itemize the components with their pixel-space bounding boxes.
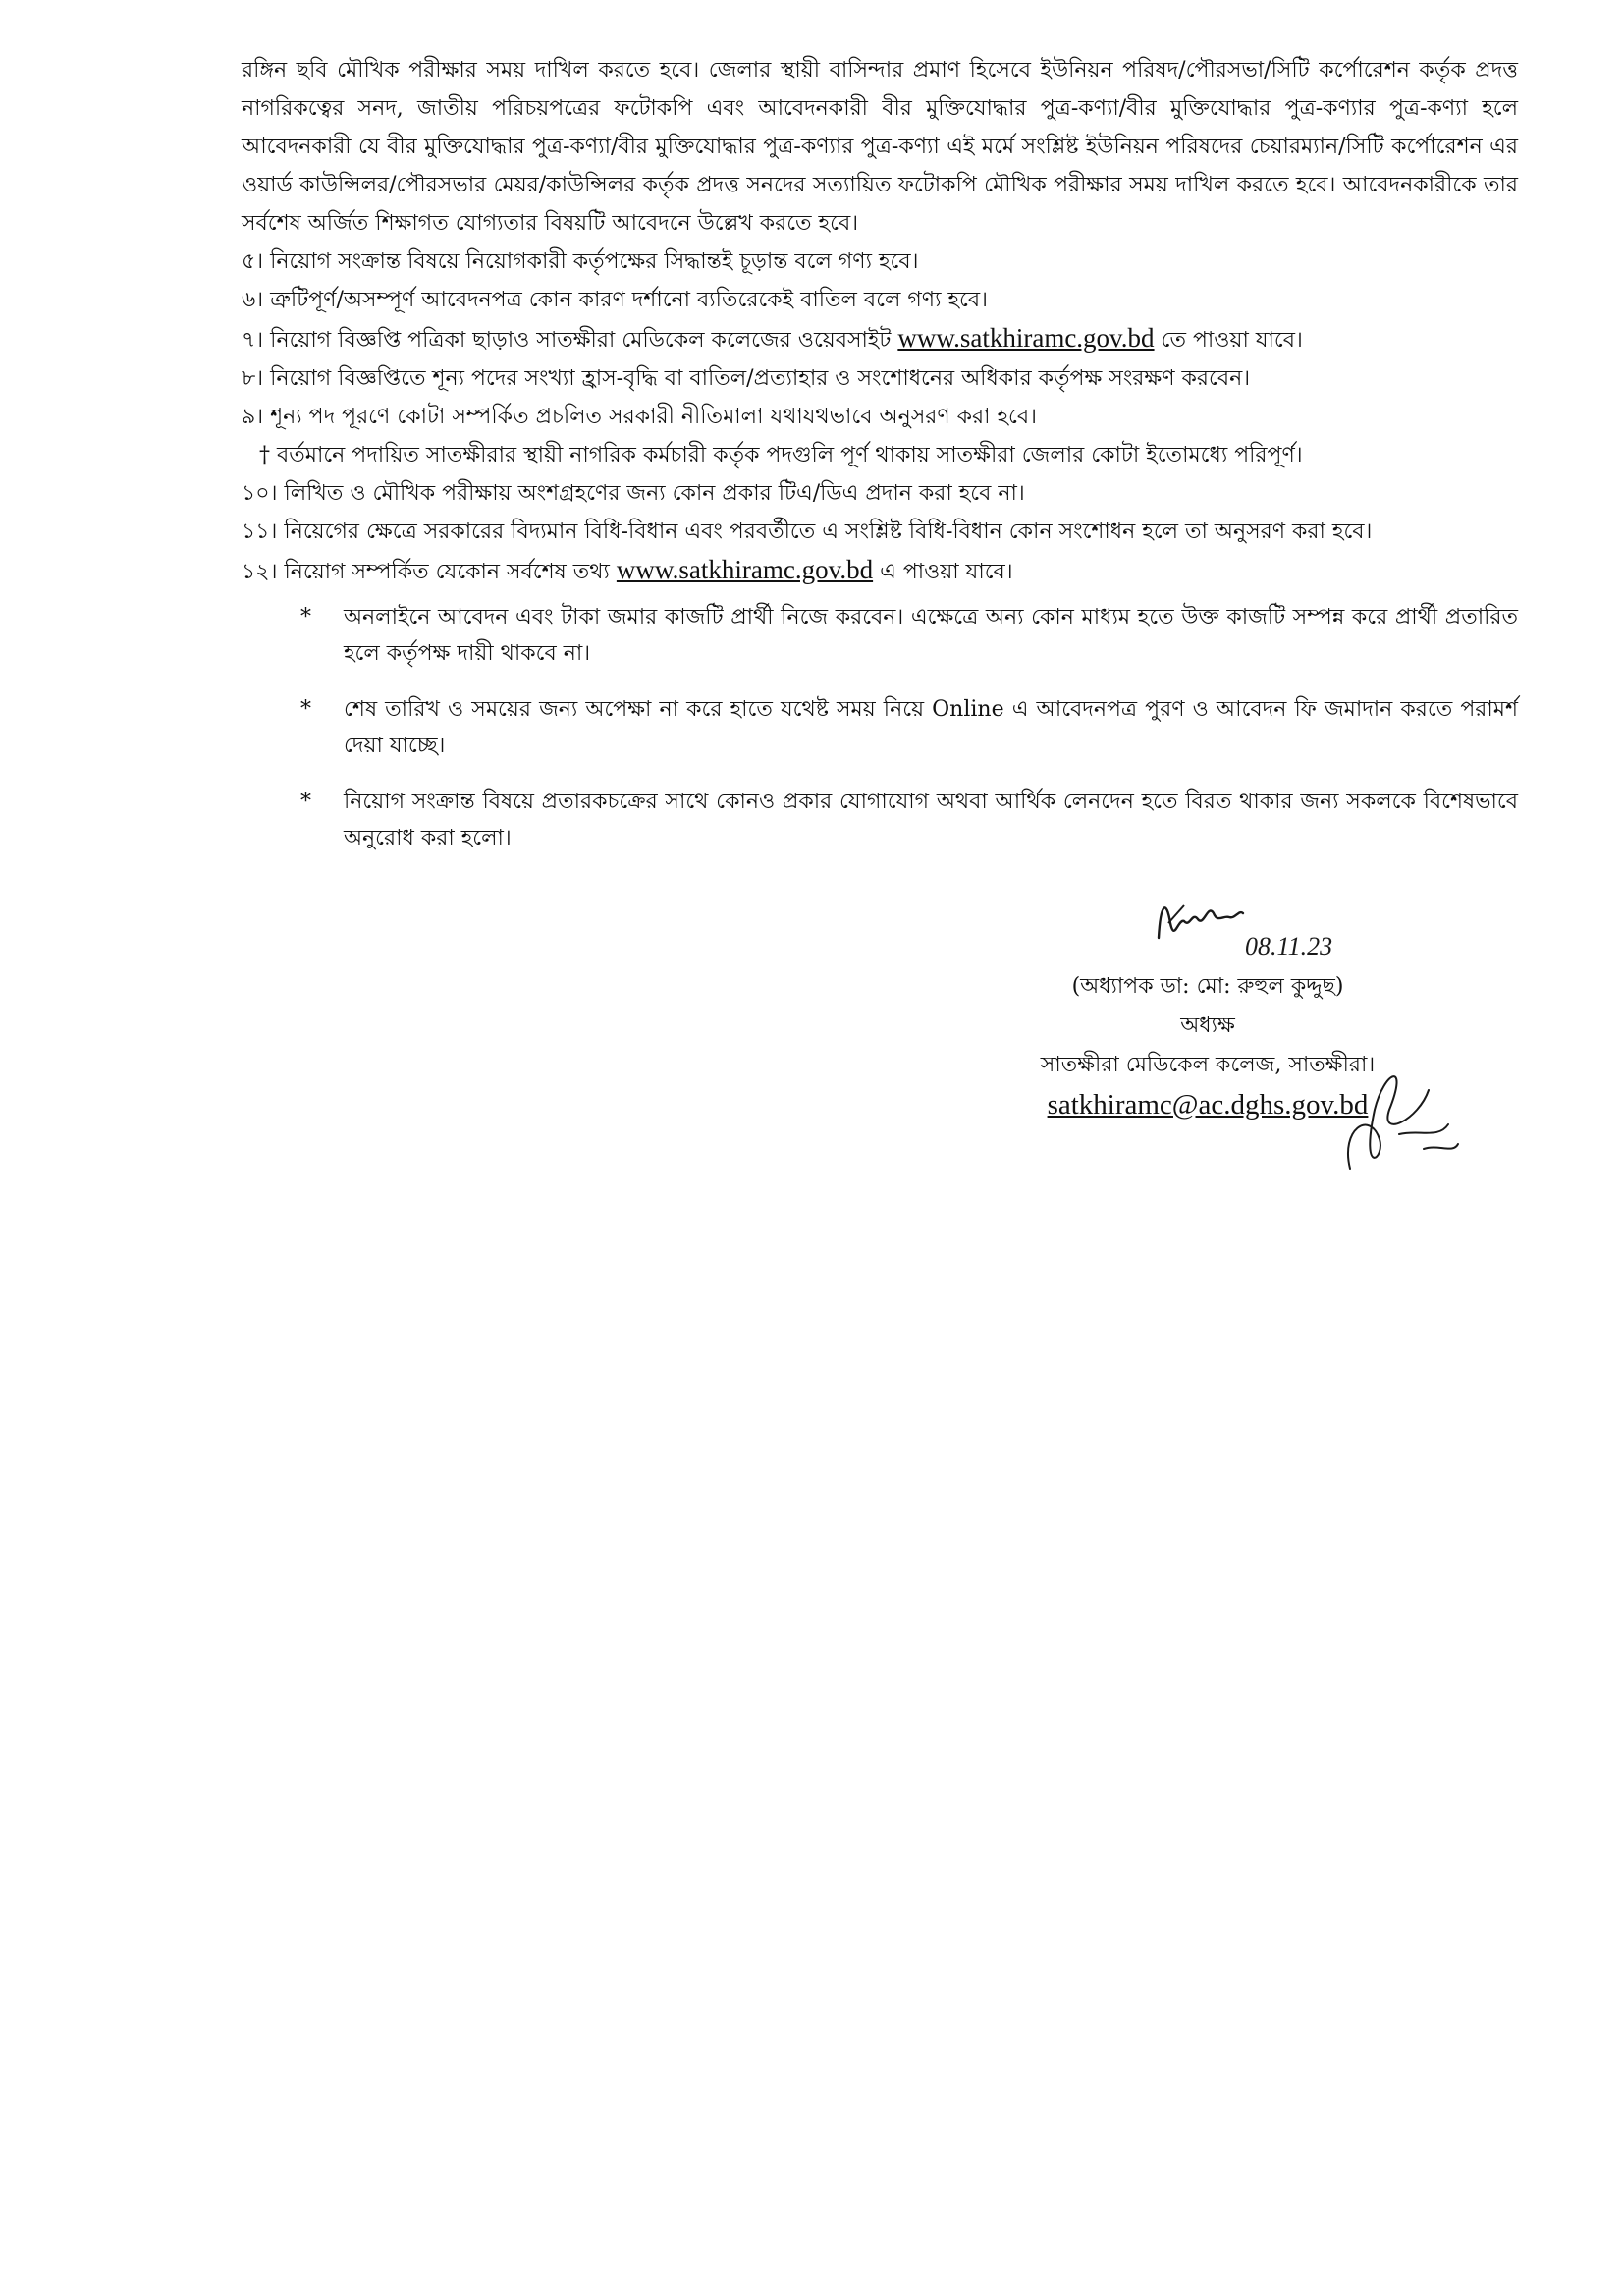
item-12	[242, 551, 1518, 591]
note-text: নিয়োগ সংক্রান্ত বিষয়ে প্রতারকচক্রের সাথে কোনও প্রকার যোগাযোগ অথবা আর্থিক লেনদেন হতে বিরত থাকার জন্য সকলকে বিশেষভাবে অনুরোধ করা হলো।	[344, 790, 1518, 850]
signature-date: 08.11.23	[1245, 932, 1333, 960]
item-7-text-end: তে পাওয়া যাবে।	[1154, 328, 1303, 353]
note-text: শেষ তারিখ ও সময়ের জন্য অপেক্ষা না করে হাতে যথেষ্ট সময় নিয়ে Online এ আবেদনপত্র পুরণ ও আবেদন ফি জমাদান করতে পরামর্শ দেয়া যাচ্ছে।	[344, 697, 1518, 758]
note-item	[300, 784, 1518, 856]
item-9-note: † বর্তমানে পদায়িত সাতক্ষীরার স্থায়ী নাগরিক কর্মচারী কর্তৃক পদগুলি পূর্ণ থাকায় সাতক্ষীরা জেলার কোটা ইতোমধ্যে পরিপূর্ণ।	[259, 443, 1303, 467]
notes-list	[242, 599, 1518, 856]
note-marker: *	[300, 790, 311, 814]
website-link-2[interactable]: www.satkhiramc.gov.bd	[616, 555, 874, 584]
note-item	[300, 599, 1518, 672]
item-10: ১০। লিখিত ও মৌখিক পরীক্ষায় অংশগ্রহণের জন্য কোন প্রকার টিএ/ডিএ প্রদান করা হবে না।	[242, 481, 1025, 506]
handwritten-initials	[1330, 1051, 1468, 1198]
item-9: ৯। শূন্য পদ পূরণে কোটা সম্পর্কিত প্রচলিত সরকারী নীতিমালা যথাযথভাবে অনুসরণ করা হবে।	[242, 405, 1038, 429]
item-11: ১১। নিয়েগের ক্ষেত্রে সরকারের বিদ্যমান বিধি-বিধান এবং পরবর্তীতে এ সংশ্লিষ্ট বিধি-বিধান কোন সংশোধন হলে তা অনুসরণ করা হবে।	[242, 519, 1373, 544]
item-7	[242, 319, 1518, 359]
note-marker: *	[300, 605, 311, 629]
website-link[interactable]: www.satkhiramc.gov.bd	[897, 323, 1155, 353]
item-7-text: ৭। নিয়োগ বিজ্ঞপ্তি পত্রিকা ছাড়াও সাতক্ষীরা মেডিকেল কলেজের ওয়েবসাইট	[242, 328, 898, 353]
note-item	[300, 691, 1518, 764]
note-marker: *	[300, 697, 311, 722]
item-12-text: ১২। নিয়োগ সম্পর্কিত যেকোন সর্বশেষ তথ্য	[242, 560, 617, 584]
signatory-designation: অধ্যক্ষ	[1180, 1013, 1235, 1038]
document-body	[242, 51, 1518, 876]
item-5: ৫। নিয়োগ সংক্রান্ত বিষয়ে নিয়োগকারী কর্তৃপক্ষের সিদ্ধান্তই চূড়ান্ত বলে গণ্য হবে।	[242, 249, 919, 274]
handwritten-signature	[1149, 884, 1365, 962]
intro-paragraph: রঙ্গিন ছবি মৌখিক পরীক্ষার সময় দাখিল করতে হবে। জেলার স্থায়ী বাসিন্দার প্রমাণ হিসেবে ইউনিয়ন পরিষদ/পৌরসভা/সিটি কর্পোরেশন কর্তৃক প্রদত্ত নাগরিকত্বের সনদ, জাতীয় পরিচয়পত্রের ফটোকপি এবং আবেদনকারী বীর মুক্তিযোদ্ধার পুত্র-কণ্যা/বীর মুক্তিযোদ্ধার পুত্র-কণ্যার পুত্র-কণ্যা হলে আবেদনকারী যে বীর মুক্তিযোদ্ধার পুত্র-কণ্যা/বীর মুক্তিযোদ্ধার পুত্র-কণ্যার পুত্র-কণ্যা এই মর্মে সংশ্লিষ্ট ইউনিয়ন পরিষদের চেয়ারম্যান/সিটি কর্পোরেশন এর ওয়ার্ড কাউন্সিলর/পৌরসভার মেয়র/কাউন্সিলর কর্তৃক প্রদত্ত সনদের সত্যায়িত ফটোকপি মৌখিক পরীক্ষার সময় দাখিল করতে হবে। আবেদনকারীকে তার সর্বশেষ অর্জিত শিক্ষাগত যোগ্যতার বিষয়টি আবেদনে উল্লেখ করতে হবে।	[242, 58, 1518, 236]
note-text: অনলাইনে আবেদন এবং টাকা জমার কাজটি প্রার্থী নিজে করবেন। এক্ষেত্রে অন্য কোন মাধ্যম হতে উক্ত কাজটি সম্পন্ন করে প্রার্থী প্রতারিত হলে কর্তৃপক্ষ দায়ী থাকবে না।	[344, 605, 1518, 666]
item-6: ৬। ত্রুটিপূর্ণ/অসম্পূর্ণ আবেদনপত্র কোন কারণ দর্শানো ব্যতিরেকেই বাতিল বলে গণ্য হবে।	[242, 288, 988, 312]
signatory-email[interactable]: satkhiramc@ac.dghs.gov.bd	[1047, 1089, 1369, 1121]
signatory-name: (অধ্যাপক ডা: মো: রুহুল কুদ্দুছ)	[1071, 974, 1344, 999]
item-8: ৮। নিয়োগ বিজ্ঞপ্তিতে শূন্য পদের সংখ্যা হ্রাস-বৃদ্ধি বা বাতিল/প্রত্যাহার ও সংশোধনের অধিকার কর্তৃপক্ষ সংরক্ষণ করবেন।	[242, 366, 1251, 391]
signatory-institution: সাতক্ষীরা মেডিকেল কলেজ, সাতক্ষীরা।	[1040, 1053, 1376, 1077]
item-12-text-end: এ পাওয়া যাবে।	[873, 560, 1013, 584]
